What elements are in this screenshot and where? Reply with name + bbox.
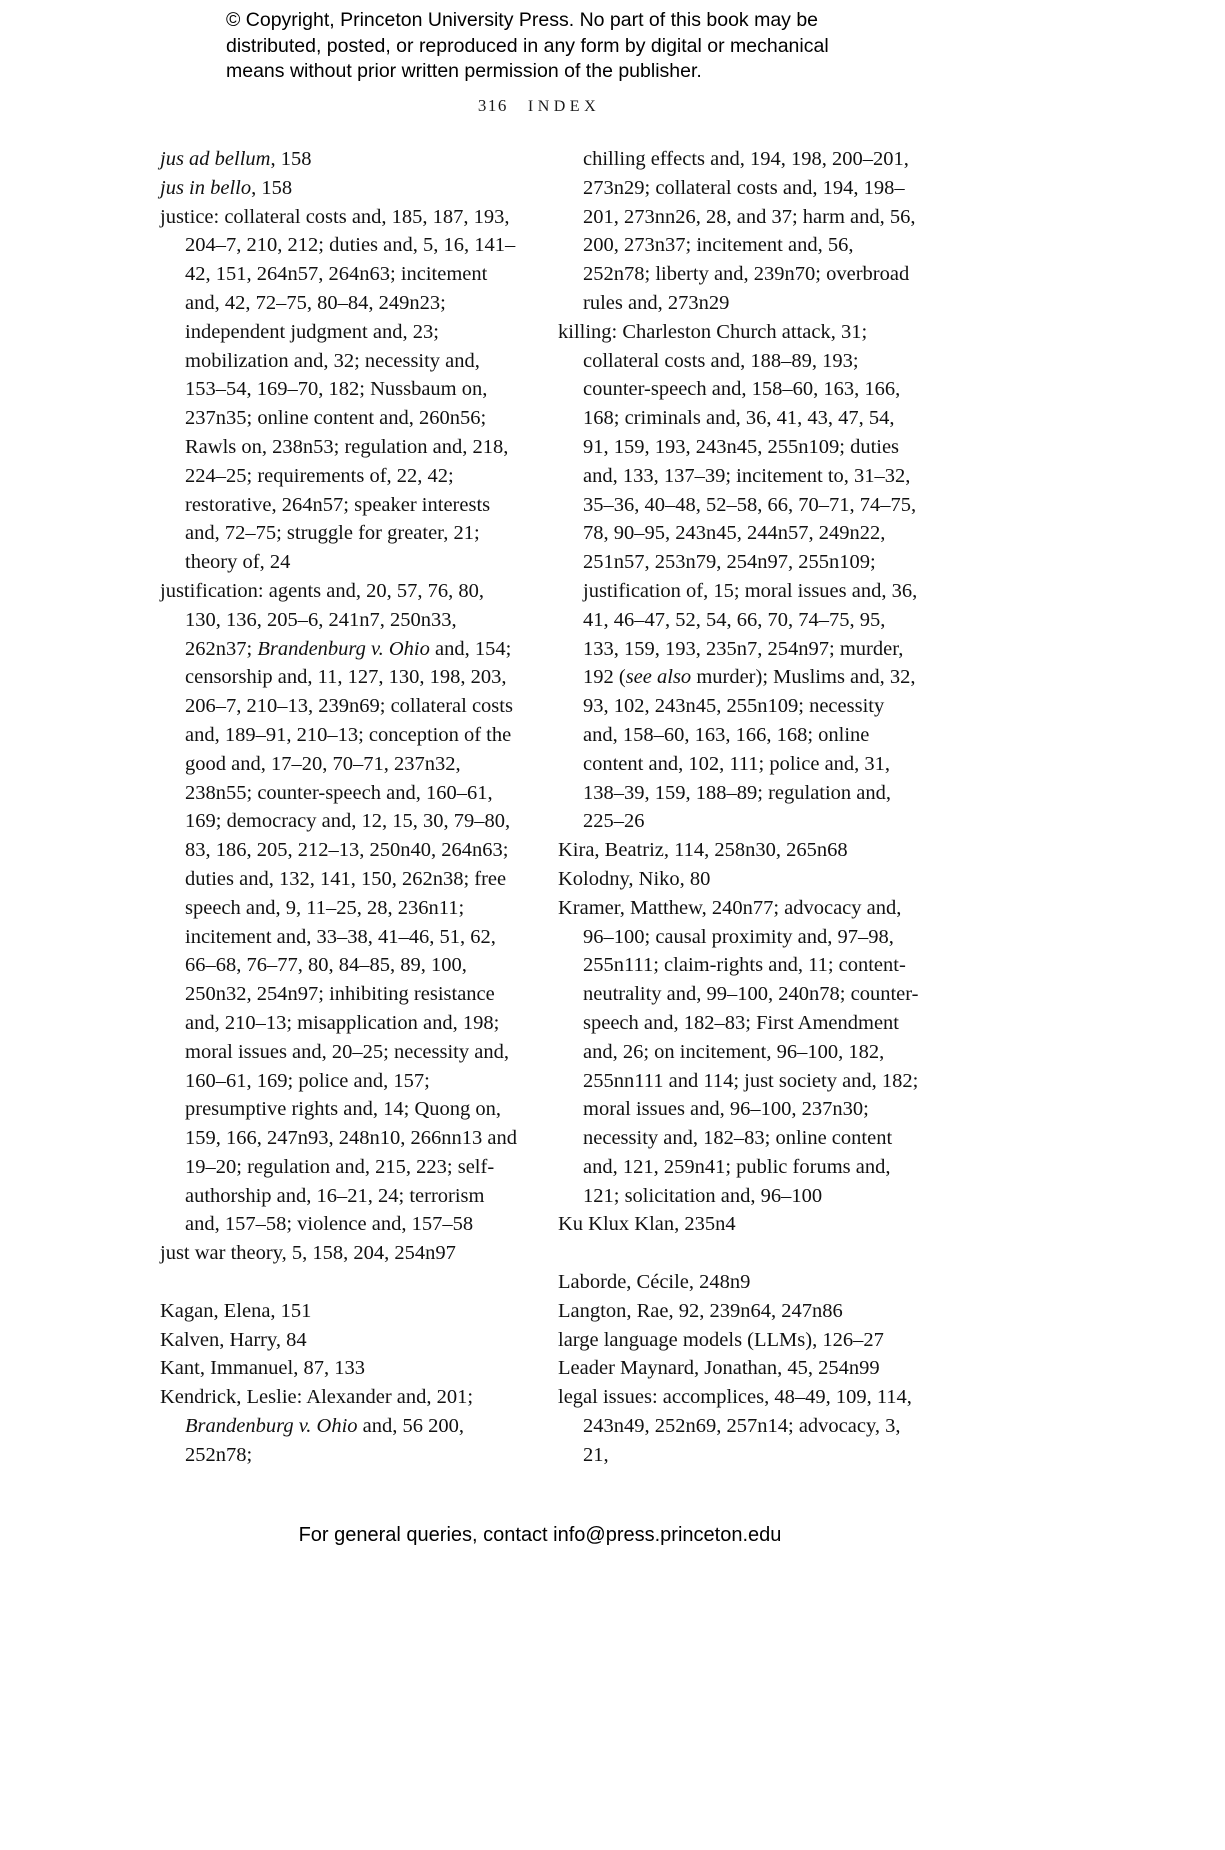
- index-entry: Kendrick, Leslie: Alexander and, 201; Brandenburg v. Ohio and, 56 200, 252n78;: [160, 1386, 474, 1466]
- index-entry: Kramer, Matthew, 240n77; advocacy and, 96–100; causal proximity and, 97–98, 255n111; claim-rights and, 11; content-neutrality and, 99–100, 240n78; counter-speech and, 182–83; First Amendment and, 26; on incitement, 96–100, 182, 255nn111 and 114; just society and, 182; moral issues and, 96–100, 237n30; necessity and, 182–83; online content and, 121, 259n41; public forums and, 121; solicitation and, 96–100: [558, 896, 919, 1207]
- index-columns: [160, 145, 920, 1470]
- page-number: 316: [477, 96, 508, 115]
- index-entry: Leader Maynard, Jonathan, 45, 254n99: [558, 1357, 880, 1380]
- index-entry: justice: collateral costs and, 185, 187, 193, 204–7, 210, 212; duties and, 5, 16, 141–42, 151, 264n57, 264n63; incitement and, 42, 72–75, 80–84, 249n23; independent judgment and, 23; mobilization and, 32; necessity and, 153–54, 169–70, 182; Nussbaum on, 237n35; online content and, 260n56; Rawls on, 238n53; regulation and, 218, 224–25; requirements of, 22, 42; restorative, 264n57; speaker interests and, 72–75; struggle for greater, 21; theory of, 24: [160, 205, 516, 574]
- index-entry: justification: agents and, 20, 57, 76, 80, 130, 136, 205–6, 241n7, 250n33, 262n37; Brandenburg v. Ohio and, 154; censorship and, 11, 127, 130, 198, 203, 206–7, 210–13, 239n69; collateral costs and, 189–91, 210–13; conception of the good and, 17–20, 70–71, 237n32, 238n55; counter-speech and, 160–61, 169; democracy and, 12, 15, 30, 79–80, 83, 186, 205, 212–13, 250n40, 264n63; duties and, 132, 141, 150, 262n38; free speech and, 9, 11–25, 28, 236n11; incitement and, 33–38, 41–46, 51, 62, 66–68, 76–77, 80, 84–85, 89, 100, 250n32, 254n97; inhibiting resistance and, 210–13; misapplication and, 198; moral issues and, 20–25; necessity and, 160–61, 169; police and, 157; presumptive rights and, 14; Quong on, 159, 166, 247n93, 248n10, 266nn13 and 19–20; regulation and, 215, 223; self-authorship and, 16–21, 24; terrorism and, 157–58; violence and, 157–58: [160, 579, 517, 1236]
- index-heading: INDEX: [527, 98, 601, 115]
- index-entry: Kalven, Harry, 84: [160, 1328, 307, 1351]
- index-entry: chilling effects and, 194, 198, 200–201, 273n29; collateral costs and, 194, 198–201, 273nn26, 28, and 37; harm and, 56, 200, 273n37; incitement and, 56, 252n78; liberty and, 239n70; overbroad rules and, 273n29: [583, 148, 916, 314]
- index-entry: Kagan, Elena, 151: [160, 1299, 312, 1322]
- index-entry: killing: Charleston Church attack, 31; collateral costs and, 188–89, 193; counter-speech and, 158–60, 163, 166, 168; criminals and, 36, 41, 43, 47, 54, 91, 159, 193, 243n45, 255n109; duties and, 133, 137–39; incitement to, 31–32, 35–36, 40–48, 52–58, 66, 70–71, 74–75, 78, 90–95, 243n45, 244n57, 249n22, 251n57, 253n79, 254n97, 255n109; justification of, 15; moral issues and, 36, 41, 46–47, 52, 54, 66, 70, 74–75, 95, 133, 159, 193, 235n7, 254n97; murder, 192 (see also murder); Muslims and, 32, 93, 102, 243n45, 255n109; necessity and, 158–60, 163, 166, 168; online content and, 102, 111; police and, 31, 138–39, 159, 188–89; regulation and, 225–26: [558, 320, 918, 833]
- index-column-left: [160, 145, 522, 1470]
- index-entry: large language models (LLMs), 126–27: [558, 1328, 884, 1351]
- index-entry: legal issues: accomplices, 48–49, 109, 114, 243n49, 252n69, 257n14; advocacy, 3, 21,: [558, 1386, 912, 1466]
- index-entry: jus in bello, 158: [160, 176, 293, 199]
- index-entry: jus ad bellum, 158: [160, 148, 312, 170]
- index-entry: Langton, Rae, 92, 239n64, 247n86: [558, 1299, 843, 1322]
- index-entry: just war theory, 5, 158, 204, 254n97: [160, 1242, 456, 1265]
- footer-query-note: For general queries, contact info@press.princeton.edu: [298, 1524, 782, 1546]
- page-header: [160, 96, 918, 116]
- index-entry: Kira, Beatriz, 114, 258n30, 265n68: [558, 839, 848, 862]
- index-column-right: [558, 145, 920, 1470]
- index-entry: Laborde, Cécile, 248n9: [558, 1271, 751, 1294]
- index-entry: Kolodny, Niko, 80: [558, 867, 711, 890]
- index-entry: Ku Klux Klan, 235n4: [558, 1213, 736, 1236]
- copyright-notice: © Copyright, Princeton University Press. No part of this book may be distributed, posted, or reproduced in any form by digital or mechanical means without prior written permission of the publisher.: [226, 9, 829, 83]
- index-entry: Kant, Immanuel, 87, 133: [160, 1357, 365, 1380]
